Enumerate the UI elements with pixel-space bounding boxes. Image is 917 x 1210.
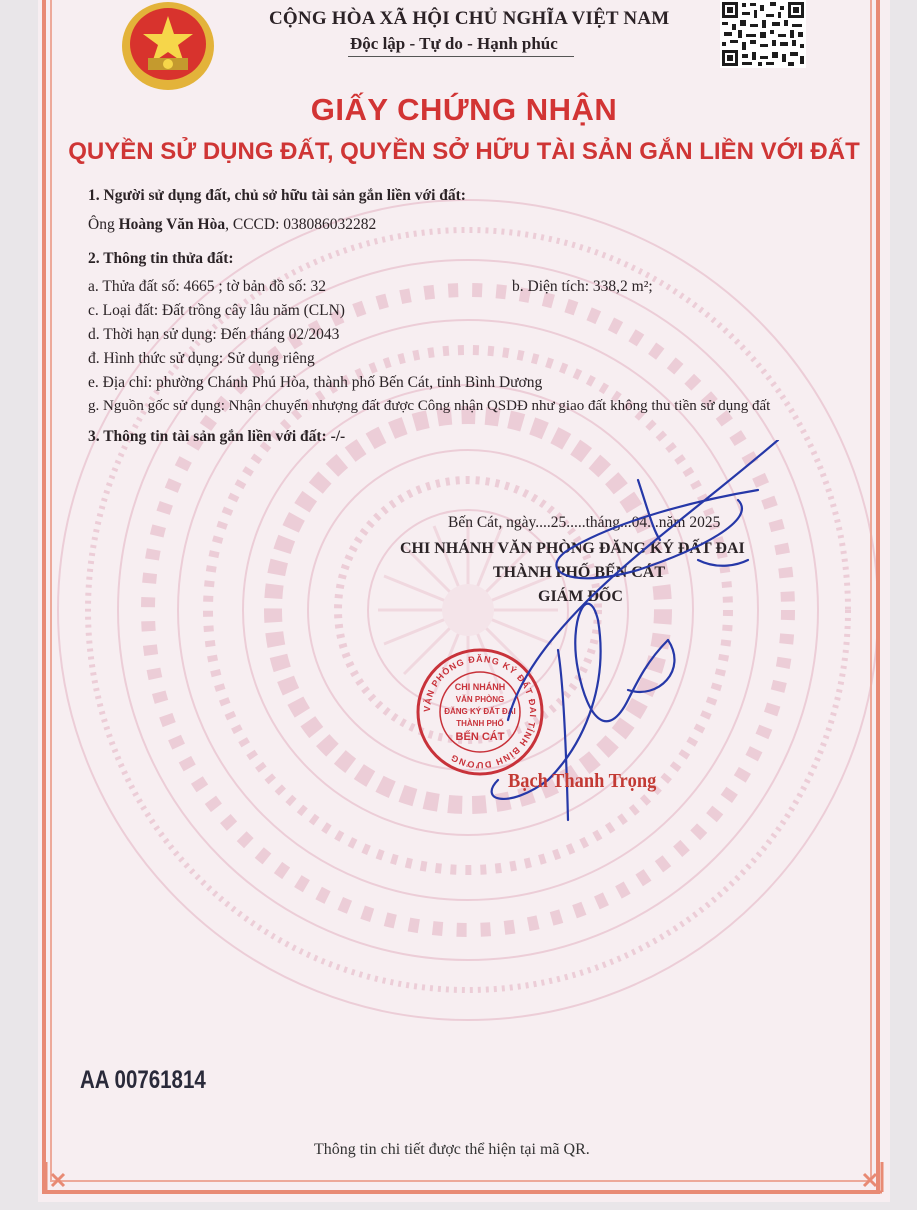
section-1-heading: 1. Người sử dụng đất, chủ sở hữu tài sản gắn liền với đất: xyxy=(88,187,466,204)
corner-ornament-bottom-right xyxy=(842,1152,884,1194)
motto-underline xyxy=(348,56,574,57)
usage-origin: g. Nguồn gốc sử dụng: Nhận chuyển nhượng đất được Công nhận QSDĐ như giao đất không thu tiền sử dụng đất xyxy=(88,398,771,414)
issue-date: Bến Cát, ngày....25.....tháng...04...năm 2025 xyxy=(448,514,721,531)
seal-center-line-1: CHI NHÁNH xyxy=(454,682,506,692)
national-motto: Độc lập - Tự do - Hạnh phúc xyxy=(350,34,558,53)
seal-center-line-5: BẾN CÁT xyxy=(455,731,505,743)
seal-center-line-3: ĐĂNG KÝ ĐẤT ĐAI xyxy=(444,707,516,716)
seal-ring-text: VĂN PHÒNG ĐĂNG KÝ ĐẤT ĐAI TỈNH BÌNH DƯƠNG xyxy=(421,653,539,771)
certificate-subtitle: QUYỀN SỬ DỤNG ĐẤT, QUYỀN SỞ HỮU TÀI SẢN GẮN LIỀN VỚI ĐẤT xyxy=(68,138,860,165)
issuing-office-line-1: CHI NHÁNH VĂN PHÒNG ĐĂNG KÝ ĐẤT ĐAI xyxy=(400,540,745,557)
usage-term: d. Thời hạn sử dụng: Đến tháng 02/2043 xyxy=(88,326,340,343)
section-2-heading: 2. Thông tin thửa đất: xyxy=(88,250,234,267)
usage-form: đ. Hình thức sử dụng: Sử dụng riêng xyxy=(88,350,315,367)
parcel-address: e. Địa chỉ: phường Chánh Phú Hòa, thành phố Bến Cát, tỉnh Bình Dương xyxy=(88,374,543,391)
owner-id: , CCCD: 038086032282 xyxy=(225,216,377,233)
section-3-heading: 3. Thông tin tài sản gắn liền với đất: -/- xyxy=(88,428,346,445)
corner-ornament-bottom-left xyxy=(44,1152,86,1194)
nation-name: CỘNG HÒA XÃ HỘI CHỦ NGHĨA VIỆT NAM xyxy=(269,8,670,29)
owner-line xyxy=(88,216,376,234)
owner-prefix: Ông xyxy=(88,216,119,233)
seal-center-line-2: VĂN PHÒNG xyxy=(455,695,505,704)
qr-info-footer: Thông tin chi tiết được thể hiện tại mã QR. xyxy=(314,1141,590,1158)
issuing-office-line-2: THÀNH PHỐ BẾN CÁT xyxy=(493,564,666,581)
certificate-serial-number: AA 00761814 xyxy=(80,1066,206,1094)
certificate-title: GIẤY CHỨNG NHẬN xyxy=(310,92,618,127)
parcel-number: a. Thửa đất số: 4665 ; tờ bản đồ số: 32 xyxy=(88,278,327,295)
signer-role: GIÁM ĐỐC xyxy=(538,588,623,605)
seal-center-line-4: THÀNH PHỐ xyxy=(456,719,504,728)
certificate-page xyxy=(38,0,890,1202)
signer-name: Bạch Thanh Trọng xyxy=(508,770,657,792)
national-emblem-icon xyxy=(118,0,218,100)
owner-name: Hoàng Văn Hòa xyxy=(118,216,226,233)
land-type: c. Loại đất: Đất trồng cây lâu năm (CLN) xyxy=(88,302,345,319)
parcel-area: b. Diện tích: 338,2 m²; xyxy=(512,278,653,295)
qr-code-icon xyxy=(720,0,806,68)
